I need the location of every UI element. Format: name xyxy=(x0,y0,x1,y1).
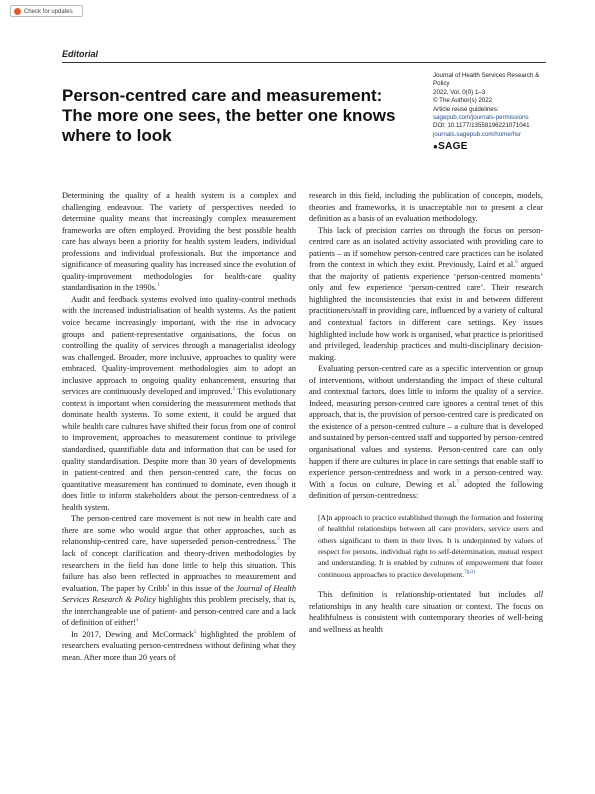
citation[interactable]: 3 xyxy=(277,537,280,543)
left-column xyxy=(62,190,296,663)
paragraph: research in this field, including the publication of concepts, models, theories and frameworks, it is unacceptable not to present a clear definition as a basis of an evaluation methodology. xyxy=(309,191,543,224)
citation[interactable]: 7 xyxy=(456,479,459,485)
publisher-name: SAGE xyxy=(438,141,468,152)
header-rule xyxy=(62,62,546,63)
article-title: Person-centred care and measurement: The more one sees, the better one knows where to look xyxy=(62,86,396,145)
paragraph: Audit and feedback systems evolved into quality-control methods with the increased industrialisation of health systems. As the patient voice became increasingly important, with the rise in advocacy groups and patient-representative organisations, the focus on controlling the quality of services through a managerialist ideology was challenged. Broader, more inclusive, approaches to quality were embraced. Quality-improvement methodologies aim to adopt an inclusive approach to ongoing quality enhancement, ensuring that services are continuously developed and improved.$^2$ This evolutionary context is important when considering the measurement methods that dominate health systems. To some extent, it could be argued that while health care cultures have shifted their focus from one of control to improvement, approaches to measurement continue to privilege standardised, quantifiable data and information that can be used for quality standardisation. Despite more than 30 years of developments in patient-centred and then person-centred care, the focus on quantitative measurement has continued to dominate, even though it does little to inform stakeholders about the person-centredness of a health system. xyxy=(62,294,296,512)
permissions-link[interactable]: sagepub.com/journals-permissions xyxy=(433,114,529,122)
journal-meta xyxy=(433,72,551,139)
block-quote: [A]n approach to practice established through the formation and fostering of healthful relationships between all care providers, service users and others significant to them in their lives. It is underpinned by values of respect for persons, individual right to self-determination, mutual respect and understanding. It is enabled by cultures of empowerment that foster continuous approaches to practice development.$^{7(p3)}$ xyxy=(318,512,543,579)
check-for-updates-badge[interactable] xyxy=(10,5,83,17)
volume-info: 2022, Vol. 0(0) 1–3 xyxy=(433,88,486,96)
section-label: Editorial xyxy=(62,49,99,59)
check-for-updates-icon xyxy=(14,8,21,15)
citation[interactable]: 6 xyxy=(515,260,518,266)
citation[interactable]: 2 xyxy=(232,387,236,393)
journal-home-link[interactable]: journals.sagepub.com/home/hsr xyxy=(433,130,522,138)
citation[interactable]: 1 xyxy=(156,283,160,289)
citation[interactable]: 4 xyxy=(135,618,139,624)
paragraph: Determining the quality of a health system is a complex and challenging endeavour. The variety of perspectives needed to determine quality means that increasingly complex measurement frameworks are often employed. Providing the best possible health care has always been a priority for health system leaders, individual professions and individual professionals. But the importance and significance of measuring quality has increased since the evolution of quality-improvement methodologies for health-care quality standardisation in the 1990s.$^1$ xyxy=(62,191,296,293)
paragraph: The person-centred care movement is not new in health care and there are some who would argue that other approaches, such as relationship-centred care, have superseded person-centredness.$^3$ The lack of concept clarification and theory-driven methodologies by researchers in the field has done little to help this situation. This failure has also been reflected in approaches to measurement and evaluation. The paper by Cribb$^4$ in this issue of the Journal of Health Services Research & Policy highlights this problem precisely, that is, the interchangeable use of patient- and person-centred care and a lack of definition of either!$^4$ xyxy=(62,514,296,628)
doi: DOI: 10.1177/13558196221071041 xyxy=(433,122,530,130)
right-column xyxy=(309,190,543,635)
paragraph: This definition is relationship-orientated but includes all relationships in any health care situation or context. The focus on healthfulness is consistent with contemporary theories of well-being and wellness as health xyxy=(309,590,543,634)
citation[interactable]: 4 xyxy=(166,583,170,589)
journal-name: Journal of Health Services Research & xyxy=(433,72,540,79)
citation[interactable]: 5 xyxy=(193,629,197,635)
citation[interactable]: 7(p3) xyxy=(464,569,475,575)
copyright: © The Author(s) 2022 xyxy=(433,97,493,105)
journal-name-cont: Policy xyxy=(433,80,450,88)
reuse-guidelines: Article reuse guidelines: xyxy=(433,105,499,113)
sage-logo-icon: ●SAGE xyxy=(433,141,468,152)
check-for-updates-label: Check for updates xyxy=(24,9,73,15)
paragraph: Evaluating person-centred care as a specific intervention or group of interventions, without understanding the impact of these cultural and contextual factors, does little to inform the quality of a service. Indeed, measuring person-centred care ignores a central tenet of this approach, that is, the provision of person-centred care is predicated on the existence of a person-centred culture – a culture that is developed and sustained by person-centred staff and supported by person-centred organisational values and systems. Person-centred care can only happen if there are cultures in place in care settings that enable staff to experience person-centredness and work in a person-centred way. With a focus on culture, Dewing et al.$^7$ adopted the following definition of person-centredness: xyxy=(309,364,544,501)
paragraph: This lack of precision carries on through the focus on person-centred care as an isolated activity associated with providing care to patients – as if somehow person-centred care practices can be isolated from the context in which they exist. Previously, Laird et al.$^6$ argued that the majority of patients experience ‘person-centred moments’ only and few experience ‘person-centred care’. Their research highlighted the inconsistencies that exist in and between different practitioners/staff in providing care, influenced by a variety of cultural and contextual factors in different care settings. Key issues highlighted include how work is organised, what practice is prioritised and privileged, leadership practices and multi-disciplinary decision-making. xyxy=(309,225,544,362)
paragraph: In 2017, Dewing and McCormack$^5$ highlighted the problem of researchers evaluating person-centredness without defining what they mean. After more than 20 years of xyxy=(62,629,296,662)
